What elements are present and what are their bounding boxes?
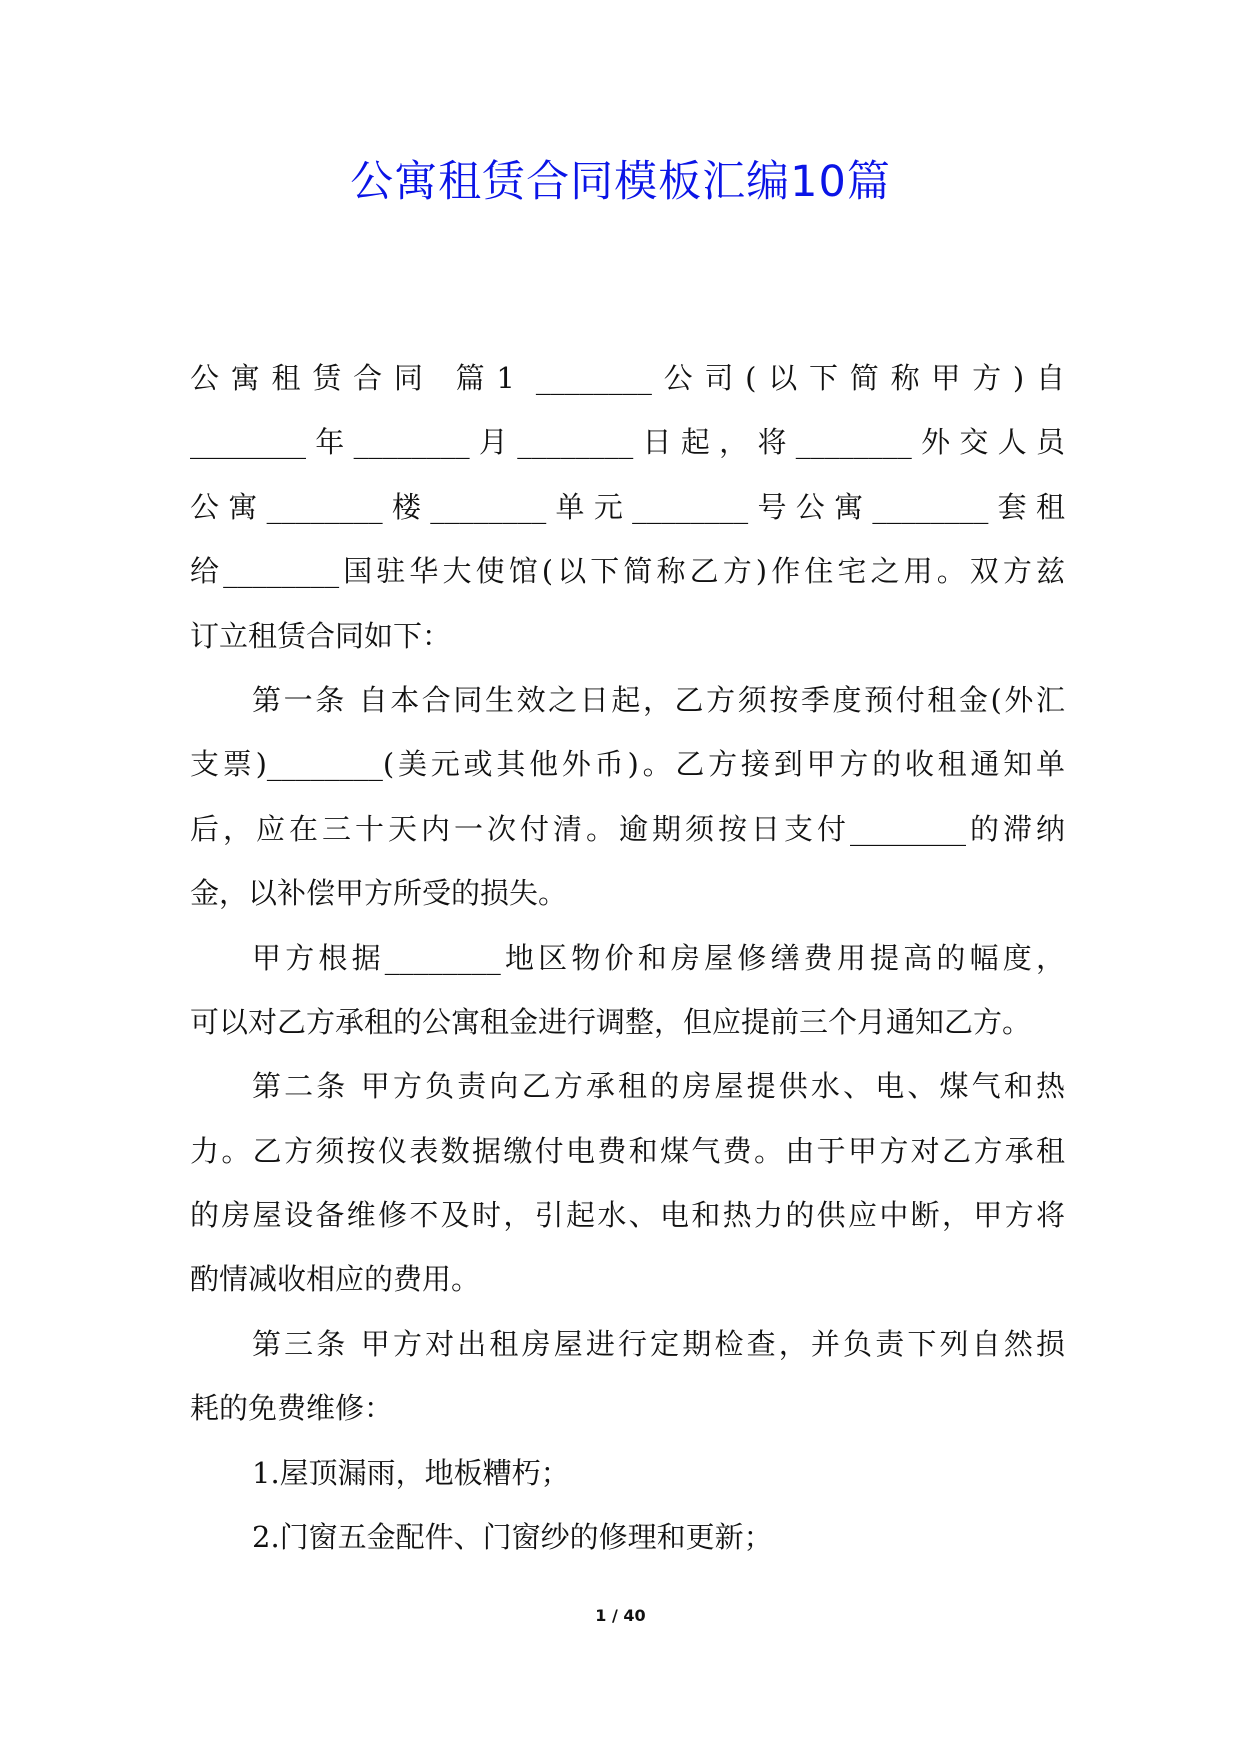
body-line: 1.屋顶漏雨，地板糟朽； [252, 1455, 570, 1490]
body-line: 订立租赁合同如下： [190, 618, 452, 653]
body-line: 第一条 自本合同生效之日起，乙方须按季度预付租金(外汇 [252, 682, 1065, 717]
body-line: 的房屋设备维修不及时，引起水、电和热力的供应中断，甲方将 [190, 1198, 1065, 1233]
document-body [190, 346, 1065, 1569]
body-line: 给________国驻华大使馆(以下简称乙方)作住宅之用。双方兹 [190, 554, 1065, 589]
body-line: 2.门窗五金配件、门窗纱的修理和更新； [252, 1520, 773, 1555]
body-line: 金，以补偿甲方所受的损失。 [190, 876, 568, 911]
body-line: ________年________月________日起，将________外交人员 [190, 425, 1065, 460]
body-line: 公寓租赁合同 篇1 ________公司(以下简称甲方)自 [190, 361, 1065, 395]
body-line: 第二条 甲方负责向乙方承租的房屋提供水、电、煤气和热 [252, 1069, 1065, 1104]
page-number: 1 / 40 [595, 1606, 646, 1625]
body-line: 甲方根据________地区物价和房屋修缮费用提高的幅度， [252, 940, 1065, 975]
body-line: 可以对乙方承租的公寓租金进行调整，但应提前三个月通知乙方。 [190, 1004, 1032, 1039]
body-line: 力。乙方须按仪表数据缴付电费和煤气费。由于甲方对乙方承租 [190, 1133, 1065, 1168]
body-line: 支票)________(美元或其他外币)。乙方接到甲方的收租通知单 [190, 747, 1065, 782]
body-line: 酌情减收相应的费用。 [190, 1262, 481, 1297]
body-line: 公寓________楼________单元________号公寓________套租 [190, 489, 1065, 524]
body-line: 后，应在三十天内一次付清。逾期须按日支付________的滞纳 [190, 811, 1065, 846]
body-line: 第三条 甲方对出租房屋进行定期检查，并负责下列自然损 [252, 1326, 1065, 1361]
document-title: 公寓租赁合同模板汇编10篇 [350, 157, 891, 207]
body-line: 耗的免费维修： [190, 1391, 394, 1426]
